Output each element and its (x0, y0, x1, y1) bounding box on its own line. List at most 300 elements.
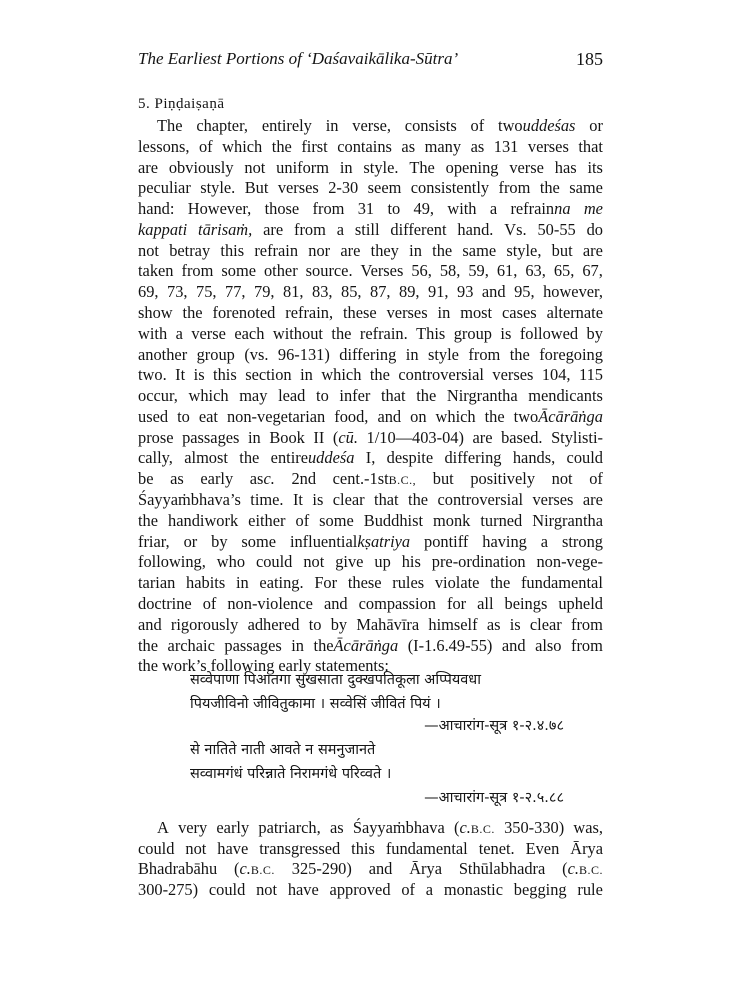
text-segment: cally, (138, 448, 173, 468)
text-segment: having (482, 531, 527, 551)
word (288, 879, 319, 901)
text-segment: time. (250, 490, 284, 510)
text-segment: in (291, 635, 304, 655)
text-segment: approved (329, 879, 391, 899)
text-segment: begging (513, 879, 567, 899)
word (294, 219, 326, 241)
text-segment: me (583, 199, 603, 219)
text-segment: non-violence (227, 593, 313, 613)
word (167, 281, 188, 303)
word (494, 136, 519, 158)
word (259, 572, 303, 594)
text-segment: in (235, 573, 249, 593)
word (446, 157, 499, 179)
text-segment: based. (501, 427, 543, 447)
text-segment: entire (270, 448, 308, 468)
word (340, 157, 353, 179)
text-line (157, 817, 603, 839)
word (509, 157, 544, 179)
text-segment: foregoing (539, 344, 603, 364)
text-segment: obviously (168, 157, 234, 177)
word (537, 219, 575, 241)
word (432, 240, 452, 262)
text-segment: passages (182, 427, 240, 447)
word (401, 879, 415, 901)
text-segment: verse, (352, 116, 391, 135)
text-segment: in (300, 365, 313, 385)
text-segment: eat (198, 406, 218, 426)
text-segment: statements: (315, 656, 389, 676)
word (303, 551, 324, 573)
text-line (138, 858, 603, 880)
text-line (138, 468, 603, 490)
word (185, 838, 206, 860)
word (408, 489, 428, 511)
text-line (138, 489, 603, 511)
word (241, 531, 276, 553)
text-segment: 69, (138, 282, 159, 302)
text-segment: by (211, 531, 228, 551)
word (499, 177, 531, 199)
word (321, 364, 361, 386)
text-segment: and (501, 635, 526, 655)
word (479, 838, 515, 860)
word (482, 531, 527, 553)
word (510, 614, 521, 636)
word (316, 385, 329, 407)
word (285, 302, 333, 324)
word (438, 302, 451, 324)
text-segment: in (339, 157, 353, 177)
text-segment: some (241, 531, 277, 551)
word (337, 136, 392, 158)
word (587, 157, 603, 179)
text-segment: It (175, 365, 186, 385)
word (209, 879, 245, 901)
text-segment: controversial (398, 365, 484, 385)
text-segment: hand. (457, 219, 494, 239)
text-segment: lead (278, 386, 306, 406)
word (333, 468, 417, 491)
text-segment: following, (138, 552, 206, 572)
text-segment: rigorously (170, 614, 239, 634)
text-segment: from (571, 614, 603, 634)
text-line (138, 572, 603, 594)
text-segment: other (263, 261, 298, 281)
word (539, 344, 603, 366)
word (296, 510, 310, 532)
word (138, 551, 206, 573)
text-segment: this (351, 838, 375, 858)
word (360, 323, 408, 345)
text-segment: rules (392, 573, 425, 593)
word (182, 260, 214, 282)
text-segment: of (202, 593, 217, 613)
text-segment: early (278, 656, 312, 676)
text-segment: up (374, 552, 391, 572)
text-segment: Śayyaṁbhava (352, 818, 445, 837)
text-segment: na (554, 199, 571, 219)
verse-line: से नातिते नाती आवते न समनुजानते (190, 742, 376, 758)
text-segment: and (481, 282, 506, 302)
word (262, 115, 312, 137)
word (278, 177, 319, 199)
word (138, 157, 158, 179)
word (504, 817, 564, 839)
text-segment: 104, (541, 365, 571, 385)
text-segment: is (193, 365, 205, 385)
text-segment: Buddhist (363, 510, 423, 530)
text-segment: to (308, 614, 322, 634)
word (182, 427, 239, 449)
text-segment: 2-30 (328, 178, 359, 198)
text-segment: Nirgrantha (532, 510, 603, 530)
word (447, 385, 518, 407)
word (213, 364, 237, 386)
text-segment: do (586, 219, 603, 239)
text-segment: c. (239, 859, 251, 878)
text-segment: himself (428, 614, 478, 634)
word (428, 344, 459, 366)
text-segment: But (244, 178, 269, 198)
word (339, 344, 396, 366)
text-segment: 49, (413, 199, 435, 219)
word (271, 447, 355, 469)
word (562, 531, 603, 553)
word (234, 323, 264, 345)
word (220, 240, 244, 262)
word (510, 198, 570, 220)
text-segment: ( (454, 818, 460, 837)
text-segment: mendicants (528, 386, 603, 406)
word (138, 655, 158, 677)
word (168, 635, 215, 657)
text-segment: are (582, 490, 603, 510)
word (283, 281, 304, 303)
word (457, 219, 493, 241)
word (331, 614, 347, 636)
text-segment: consists (404, 116, 457, 135)
word (409, 858, 442, 880)
text-segment: could (566, 448, 603, 468)
text-segment: in (437, 303, 451, 323)
word (551, 427, 603, 449)
word (381, 385, 406, 407)
word (398, 364, 484, 386)
text-segment: 96-131) (277, 344, 330, 364)
word (138, 344, 187, 366)
word (408, 635, 493, 657)
word (198, 219, 252, 241)
text-segment: could (138, 838, 175, 858)
text-line (138, 838, 603, 860)
text-segment: Verses (360, 261, 404, 281)
text-segment: is (312, 490, 324, 510)
word (245, 364, 291, 386)
word (374, 489, 399, 511)
word (361, 260, 404, 282)
text-segment: and (368, 859, 393, 878)
text-segment: most (460, 303, 493, 323)
word (291, 468, 316, 490)
word (506, 240, 541, 262)
text-segment: 83, (312, 282, 333, 302)
text-segment: 67, (582, 261, 603, 281)
word (248, 614, 300, 636)
text-segment: or (183, 531, 198, 551)
word (333, 489, 365, 511)
text-segment: friar, (138, 531, 170, 551)
word (358, 198, 374, 220)
verse-citation: —आचारांग-सूत्र १-२.५.८८ (424, 790, 564, 806)
text-segment: that (381, 386, 406, 406)
word (343, 302, 377, 324)
text-segment: Ācārāṅga (538, 406, 603, 426)
text-segment: by (330, 614, 348, 634)
text-segment: B.C. (250, 863, 275, 877)
text-segment: cū. (338, 427, 358, 447)
word (525, 260, 546, 282)
word (482, 281, 506, 303)
text-line (138, 614, 603, 636)
text-segment: of (470, 116, 485, 135)
text-segment: ( (234, 859, 240, 878)
word (587, 323, 603, 345)
text-segment: Even (525, 838, 560, 858)
text-line (138, 879, 603, 901)
word (387, 447, 433, 469)
word (416, 323, 445, 345)
text-segment: strong (561, 531, 603, 551)
word (319, 510, 354, 532)
word (188, 198, 252, 220)
word (314, 572, 337, 594)
text-segment: verses (527, 136, 569, 156)
text-segment: controversial (437, 490, 524, 510)
word (183, 302, 203, 324)
word (528, 136, 569, 158)
word (528, 385, 603, 407)
text-segment: Book (269, 427, 305, 447)
text-segment: tenet. (478, 838, 515, 858)
text-segment: 77, (225, 282, 246, 302)
text-segment: Mahāvīra (356, 614, 420, 634)
word (437, 489, 523, 511)
word (433, 468, 454, 490)
word (454, 323, 492, 345)
text-segment: as (329, 818, 344, 837)
text-segment: as (170, 469, 184, 489)
word (264, 260, 298, 282)
verse-line: पियजीविनो जीवितुकामा । सव्वेसिं जीवितं पियं । (190, 696, 441, 712)
text-segment: from (181, 261, 214, 281)
text-segment: ( (332, 427, 339, 447)
text-segment: infer (339, 386, 371, 406)
word (500, 323, 511, 345)
text-segment: followed (519, 323, 579, 343)
word (405, 115, 457, 137)
text-segment: with (138, 323, 168, 343)
word (480, 510, 522, 532)
text-segment: which (321, 365, 362, 385)
word (217, 838, 248, 860)
text-segment: 89, (399, 282, 420, 302)
word (363, 157, 398, 179)
text-line (138, 593, 603, 615)
text-segment: 61, (496, 261, 518, 281)
text-segment: same (569, 178, 603, 198)
word (364, 510, 423, 532)
word (265, 198, 300, 220)
text-segment: lessons, (138, 136, 190, 156)
word (244, 157, 265, 179)
word (313, 198, 345, 220)
text-segment: the (539, 178, 560, 198)
text-segment: hands, (512, 448, 556, 468)
word (414, 198, 435, 220)
word (370, 364, 390, 386)
word (426, 879, 433, 901)
text-segment: two. (138, 365, 167, 385)
text-segment: despite (386, 448, 434, 468)
text-segment: as (470, 136, 485, 156)
text-segment: these (347, 573, 382, 593)
text-segment: are (138, 157, 159, 177)
word (337, 219, 344, 241)
text-segment: style (427, 344, 459, 364)
text-segment: refrain (254, 240, 299, 260)
text-segment: verses (532, 490, 574, 510)
text-segment: early (216, 818, 250, 837)
text-segment: that (578, 136, 603, 156)
word (410, 406, 426, 428)
word (138, 240, 159, 262)
text-segment: uddeśa (307, 448, 355, 468)
text-line (138, 510, 603, 532)
text-segment: prose (138, 427, 174, 447)
text-segment: alternate (546, 303, 603, 323)
word (368, 177, 402, 199)
text-segment: has (554, 157, 577, 177)
word (444, 879, 503, 901)
word (532, 489, 573, 511)
text-segment: 95, (514, 282, 535, 302)
word (138, 406, 168, 428)
text-segment: positively (470, 469, 536, 489)
word (514, 406, 603, 428)
text-segment: a (425, 879, 434, 899)
text-segment: two (513, 406, 539, 426)
text-segment: influential (289, 531, 358, 551)
text-segment: the (369, 365, 390, 385)
word (324, 593, 348, 615)
word (589, 115, 603, 137)
text-segment: in (248, 427, 261, 447)
text-segment: Ārya (570, 838, 603, 858)
word (502, 635, 526, 657)
word (406, 344, 419, 366)
word (138, 489, 241, 511)
word (567, 447, 603, 469)
word (254, 240, 298, 262)
text-segment: However, (187, 199, 252, 219)
text-segment: this (220, 240, 245, 260)
word (541, 531, 548, 553)
text-segment: differing (444, 448, 502, 468)
word (250, 468, 275, 490)
word (256, 551, 292, 573)
text-segment: the (271, 136, 292, 156)
text-segment: for (447, 593, 467, 613)
text-segment: tārisaṁ, (198, 219, 253, 239)
word (401, 136, 415, 158)
text-segment: pre-ordination (431, 552, 526, 572)
word (244, 344, 268, 366)
word (457, 281, 473, 303)
text-segment: opening (445, 157, 499, 177)
word (543, 281, 603, 303)
word (340, 240, 360, 262)
text-segment: and (323, 593, 348, 613)
text-segment: is (509, 614, 521, 634)
text-segment: have (287, 879, 319, 899)
text-segment: all (477, 593, 494, 613)
text-segment: 63, (525, 261, 546, 281)
word (370, 281, 391, 303)
word (505, 593, 548, 615)
text-line (138, 344, 603, 366)
word (440, 260, 461, 282)
text-segment: as (486, 614, 501, 634)
text-segment: show (138, 303, 173, 323)
word (188, 385, 228, 407)
text-segment: uddeśas (522, 116, 576, 135)
word (470, 468, 535, 490)
page-header (138, 48, 603, 74)
text-segment: monastic (443, 879, 504, 899)
word (377, 406, 401, 428)
word (497, 260, 518, 282)
word (313, 427, 324, 449)
word (138, 177, 191, 199)
word (402, 551, 421, 573)
text-segment: 85, (341, 282, 362, 302)
text-segment: they (370, 240, 399, 260)
word (425, 136, 461, 158)
text-segment: non-vege- (536, 552, 603, 572)
text-segment: different (390, 219, 447, 239)
word (513, 447, 555, 469)
word (335, 551, 363, 573)
text-segment: tarian (138, 573, 176, 593)
word (409, 157, 434, 179)
text-segment: verses (492, 365, 534, 385)
page-number: 185 (576, 49, 603, 69)
text-segment: contains (337, 136, 392, 156)
word (227, 593, 313, 615)
text-segment: the (138, 510, 159, 530)
text-segment: kappati (138, 219, 188, 239)
text-segment: Ācārāṅga (333, 635, 399, 655)
text-segment: This (416, 323, 446, 343)
text-segment: which (222, 136, 263, 156)
text-segment: A (157, 818, 169, 837)
text-segment: however, (543, 282, 603, 302)
text-segment: be (138, 469, 154, 489)
word (222, 136, 262, 158)
word (411, 177, 489, 199)
text-segment: transgressed (259, 838, 341, 858)
